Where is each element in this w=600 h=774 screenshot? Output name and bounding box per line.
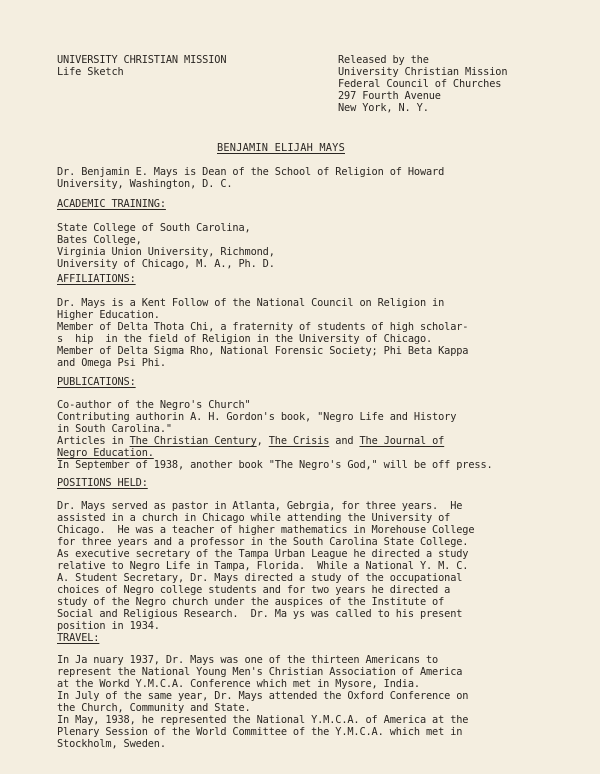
publications-line: Co-author of the Negro's Church"	[57, 399, 251, 411]
header-right-line: University Christian Mission	[338, 66, 508, 78]
travel-line: In Ja nuary 1937, Dr. Mays was one of the thirteen Americans to	[57, 654, 439, 666]
section-heading: TRAVEL:	[57, 632, 100, 644]
positions-line: Chicago. He was a teacher of higher mathematics in Morehouse College	[57, 524, 475, 536]
affiliations-line: s hip in the field of Religion in the University of Chicago.	[57, 333, 433, 345]
publications-section	[57, 376, 136, 388]
header-right-line: New York, N. Y.	[338, 102, 429, 114]
header-left-line: UNIVERSITY CHRISTIAN MISSION	[57, 54, 227, 66]
travel-line: In July of the same year, Dr. Mays attended the Oxford Conference on	[57, 690, 469, 702]
academic-section	[57, 198, 166, 210]
travel-line: the Church, Community and State.	[57, 702, 251, 714]
academic-line: State College of South Carolina,	[57, 222, 251, 234]
positions-line: study of the Negro church under the auspices of the Institute of	[57, 596, 445, 608]
intro-paragraph	[57, 166, 444, 190]
academic-lines	[57, 222, 275, 270]
conjunction-text: and	[329, 435, 360, 447]
articles-text: Articles in	[57, 435, 130, 447]
affiliations-line: Member of Delta Sigma Rho, National Forensic Society; Phi Beta Kappa	[57, 345, 469, 357]
journal-title: The Christian Century	[129, 435, 257, 447]
academic-line: University of Chicago, M. A., Ph. D.	[57, 258, 275, 270]
intro-line: Dr. Benjamin E. Mays is Dean of the School of Religion of Howard	[57, 166, 445, 178]
travel-section	[57, 632, 99, 644]
publications-line: In September of 1938, another book "The Negro's God," will be off press.	[57, 459, 493, 471]
positions-line: A. Student Secretary, Dr. Mays directed a study of the occupational	[57, 572, 463, 584]
page-title: BENJAMIN ELIJAH MAYS	[217, 142, 345, 154]
positions-line: choices of Negro college students and for two years he directed a	[57, 584, 451, 596]
academic-line: Virginia Union University, Richmond,	[57, 246, 275, 258]
journal-title: The Journal of	[359, 435, 445, 447]
affiliations-line: Higher Education.	[57, 309, 160, 321]
section-heading: AFFILIATIONS:	[57, 273, 136, 285]
affiliations-line: and Omega Psi Phi.	[57, 357, 166, 369]
intro-line: University, Washington, D. C.	[57, 178, 233, 190]
positions-line: Dr. Mays served as pastor in Atlanta, Gebrgia, for three years. He	[57, 500, 463, 512]
section-heading: POSITIONS HELD:	[57, 477, 148, 489]
publications-lines	[57, 399, 493, 471]
publications-line: Contributing authorin A. H. Gordon's book, "Negro Life and History	[57, 411, 457, 423]
header-left	[57, 54, 226, 78]
affiliations-line: Member of Delta Thota Chi, a fraternity of students of high scholar-	[57, 321, 469, 333]
positions-line: position in 1934.	[57, 620, 160, 632]
journal-title: The Crisis	[268, 435, 330, 447]
section-heading: PUBLICATIONS:	[57, 376, 136, 388]
positions-lines	[57, 500, 474, 632]
positions-line: relative to Negro Life in Tampa, Florida. While a National Y. M. C.	[57, 560, 469, 572]
positions-section	[57, 477, 148, 489]
section-heading: ACADEMIC TRAINING:	[57, 198, 166, 210]
positions-line: for three years and a professor in the South Carolina State College.	[57, 536, 469, 548]
academic-line: Bates College,	[57, 234, 142, 246]
header-right-line: Released by the	[338, 54, 429, 66]
affiliations-section	[57, 273, 136, 285]
travel-lines	[57, 654, 468, 750]
travel-line: Stockholm, Sweden.	[57, 738, 166, 750]
positions-line: assisted in a church in Chicago while attending the University of	[57, 512, 451, 524]
affiliations-lines	[57, 297, 468, 369]
positions-line: As executive secretary of the Tampa Urban League he directed a study	[57, 548, 469, 560]
publications-line	[57, 435, 493, 447]
header-right-line: Federal Council of Churches	[338, 78, 502, 90]
travel-line: represent the National Young Men's Christian Association of America	[57, 666, 463, 678]
affiliations-line: Dr. Mays is a Kent Follow of the National Council on Religion in	[57, 297, 445, 309]
travel-line: In May, 1938, he represented the National Y.M.C.A. of America at the	[57, 714, 469, 726]
journal-title-continued: Negro Education.	[57, 447, 154, 459]
travel-line: Plenary Session of the World Committee of the Y.M.C.A. which met in	[57, 726, 463, 738]
positions-line: Social and Religious Research. Dr. Ma ys was called to his present	[57, 608, 463, 620]
publications-line: in South Carolina."	[57, 423, 172, 435]
document-title	[217, 142, 345, 154]
header-left-line: Life Sketch	[57, 66, 124, 78]
header-right	[338, 54, 507, 114]
travel-line: at the Workd Y.M.C.A. Conference which met in Mysore, India.	[57, 678, 420, 690]
header-right-line: 297 Fourth Avenue	[338, 90, 441, 102]
separator-text: ,	[256, 435, 269, 447]
